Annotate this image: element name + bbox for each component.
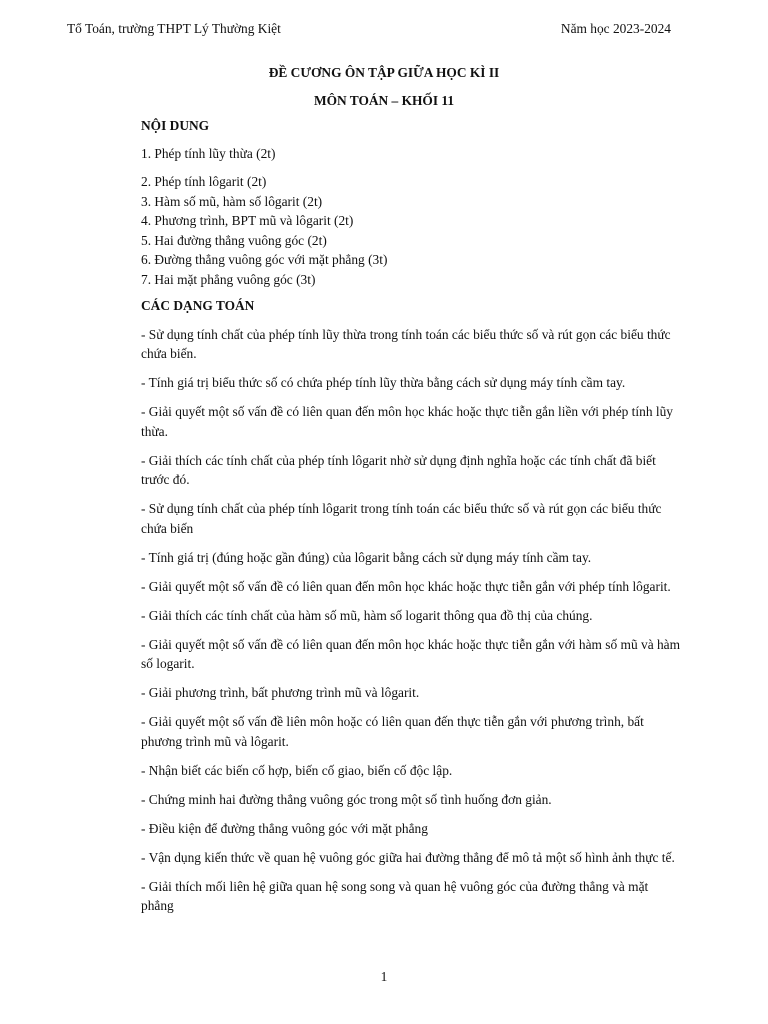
topic-item: 4. Phương trình, BPT mũ và lôgarit (2t) (141, 213, 354, 228)
topic-item: 6. Đường thẳng vuông góc với mặt phẳng (3t) (141, 252, 388, 267)
problem-type-list (141, 325, 681, 916)
problem-type-item: - Sử dụng tính chất của phép tính lôgarit trong tính toán các biểu thức số và rút gọn các biểu thức chứa biến (141, 501, 662, 536)
problem-type-item: - Sử dụng tính chất của phép tính lũy thừa trong tính toán các biểu thức số và rút gọn các biểu thức chứa biến. (141, 326, 671, 361)
topic-item: 7. Hai mặt phẳng vuông góc (3t) (141, 271, 316, 287)
problem-type-item: - Giải quyết một số vấn đề có liên quan đến môn học khác hoặc thực tiễn gắn liền với phép tính lũy thừa. (141, 404, 673, 439)
problem-type-item: - Vận dụng kiến thức về quan hệ vuông góc giữa hai đường thẳng để mô tả một số hình ảnh thực tế. (141, 849, 675, 865)
problem-type-item: - Giải quyết một số vấn đề liên môn hoặc có liên quan đến thực tiễn gắn với phương trình, bất phương trình mũ và lôgarit. (141, 714, 644, 749)
topic-item: 2. Phép tính lôgarit (2t) (141, 174, 267, 189)
topic-item: 5. Hai đường thẳng vuông góc (2t) (141, 232, 327, 248)
header-school-year: Năm học 2023-2024 (560, 21, 671, 36)
topic-item: 1. Phép tính lũy thừa (2t) (141, 145, 276, 161)
problem-type-item: - Điều kiện để đường thẳng vuông góc với mặt phẳng (141, 820, 428, 836)
problem-type-item: - Giải quyết một số vấn đề có liên quan đến môn học khác hoặc thực tiễn gắn với phép tính lôgarit. (141, 578, 671, 594)
page-header (67, 19, 671, 39)
problem-type-item: - Giải phương trình, bất phương trình mũ và lôgarit. (141, 685, 420, 700)
header-school: Tổ Toán, trường THPT Lý Thường Kiệt (67, 21, 281, 36)
problem-type-item: - Giải thích mối liên hệ giữa quan hệ song song và quan hệ vuông góc của đường thẳng và mặt phẳng (141, 878, 649, 913)
section-heading-noi-dung: NỘI DUNG (141, 118, 210, 133)
document-subtitle: MÔN TOÁN – KHỐI 11 (313, 93, 455, 108)
topic-item: 3. Hàm số mũ, hàm số lôgarit (2t) (141, 193, 323, 209)
problem-type-item: - Giải thích các tính chất của phép tính lôgarit nhờ sử dụng định nghĩa hoặc các tính chất đã biết trước đó. (141, 452, 656, 487)
problem-type-item: - Tính giá trị (đúng hoặc gần đúng) của lôgarit bằng cách sử dụng máy tính cầm tay. (141, 549, 592, 565)
problem-type-item: - Nhận biết các biến cố hợp, biến cố giao, biến cố độc lập. (141, 762, 453, 778)
topic-list (141, 144, 681, 290)
problem-type-item: - Giải thích các tính chất của hàm số mũ, hàm số logarit thông qua đồ thị của chúng. (141, 607, 593, 623)
problem-type-item: - Tính giá trị biểu thức số có chứa phép tính lũy thừa bằng cách sử dụng máy tính cầm tay. (141, 375, 626, 390)
document-title: ĐỀ CƯƠNG ÔN TẬP GIỮA HỌC KÌ II (268, 65, 500, 80)
problem-type-item: - Chứng minh hai đường thẳng vuông góc trong một số tình huống đơn giản. (141, 791, 552, 807)
problem-type-item: - Giải quyết một số vấn đề có liên quan đến môn học khác hoặc thực tiễn gắn với hàm số mũ và hàm số logarit. (141, 636, 681, 671)
page-number: 1 (380, 969, 388, 984)
document-body (141, 116, 681, 925)
section-heading-cac-dang-toan: CÁC DẠNG TOÁN (141, 298, 255, 313)
